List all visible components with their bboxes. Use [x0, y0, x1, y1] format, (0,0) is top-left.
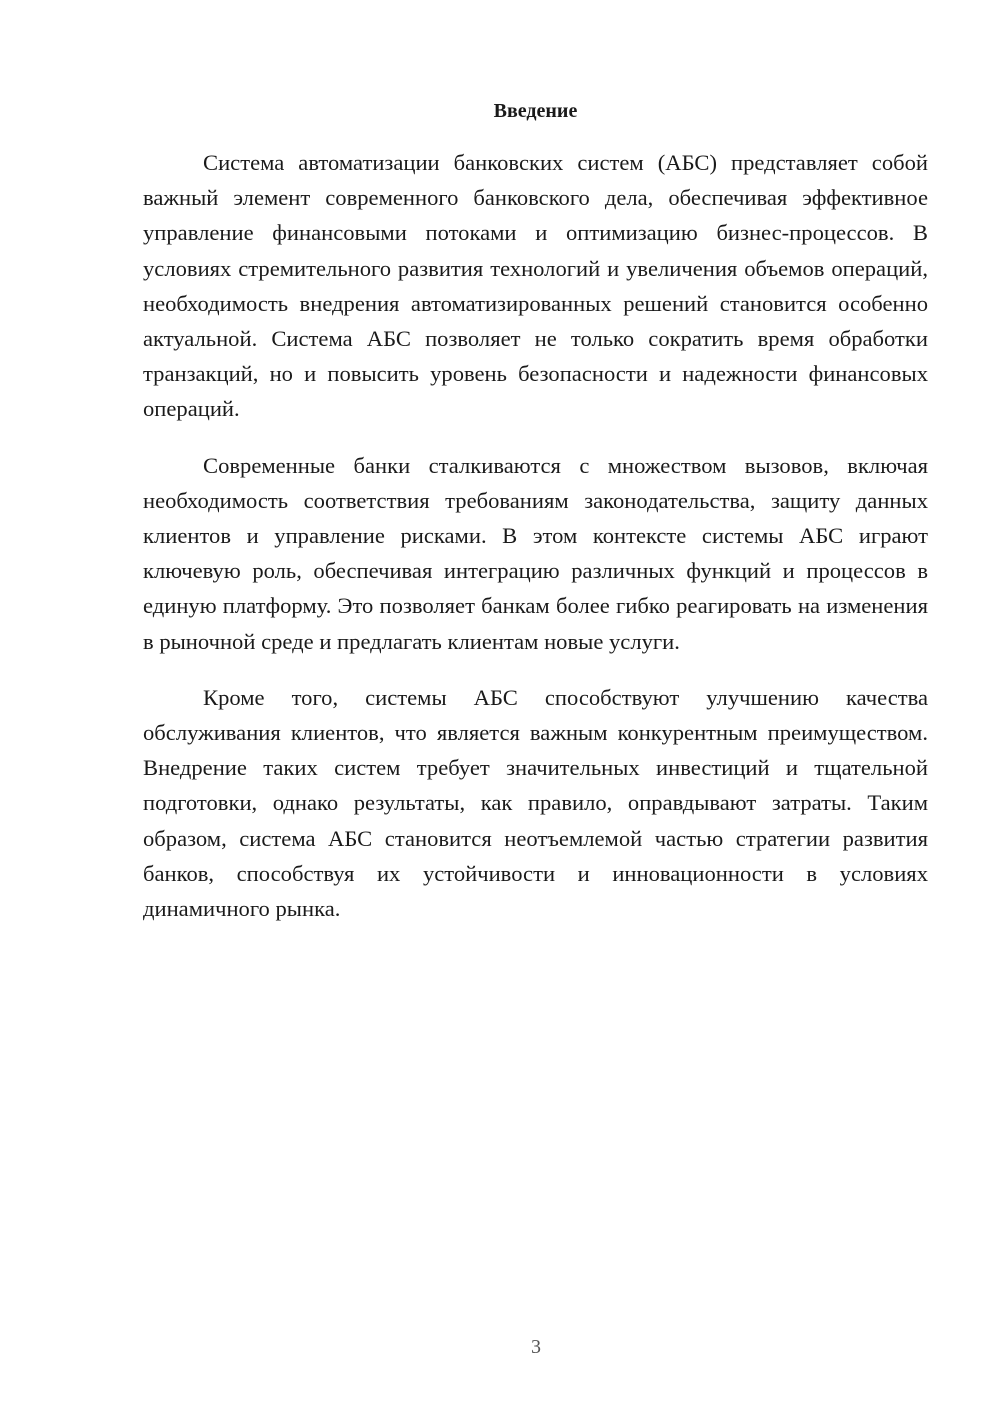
- paragraph-2: Современные банки сталкиваются с множеством вызовов, включая необходимость соответствия требованиям законодательства, защиту данных клиентов и управление рисками. В этом контексте системы АБС играют ключевую роль, обеспечивая интеграцию различных функций и процессов в единую платформу. Это позволяет банкам более гибко реагировать на изменения в рыночной среде и предлагать клиентам новые услуги.: [143, 452, 928, 654]
- page-number: 3: [531, 1336, 541, 1358]
- body-text: [143, 145, 928, 947]
- paragraph-1: Система автоматизации банковских систем (АБС) представляет собой важный элемент современного банковского дела, обеспечивая эффективное управление финансовыми потоками и оптимизацию бизнес-процессов. В условиях стремительного развития технологий и увеличения объемов операций, необходимость внедрения автоматизированных решений становится особенно актуальной. Система АБС позволяет не только сократить время обработки транзакций, но и повысить уровень безопасности и надежности финансовых операций.: [143, 150, 928, 422]
- paragraph-3: Кроме того, системы АБС способствуют улучшению качества обслуживания клиентов, что является важным конкурентным преимуществом. Внедрение таких систем требует значительных инвестиций и тщательной подготовки, однако результаты, как правило, оправдывают затраты. Таким образом, система АБС становится неотъемлемой частью стратегии развития банков, способствуя их устойчивости и инновационности в условиях динамичного рынка.: [143, 684, 928, 922]
- section-heading: Введение: [493, 100, 578, 122]
